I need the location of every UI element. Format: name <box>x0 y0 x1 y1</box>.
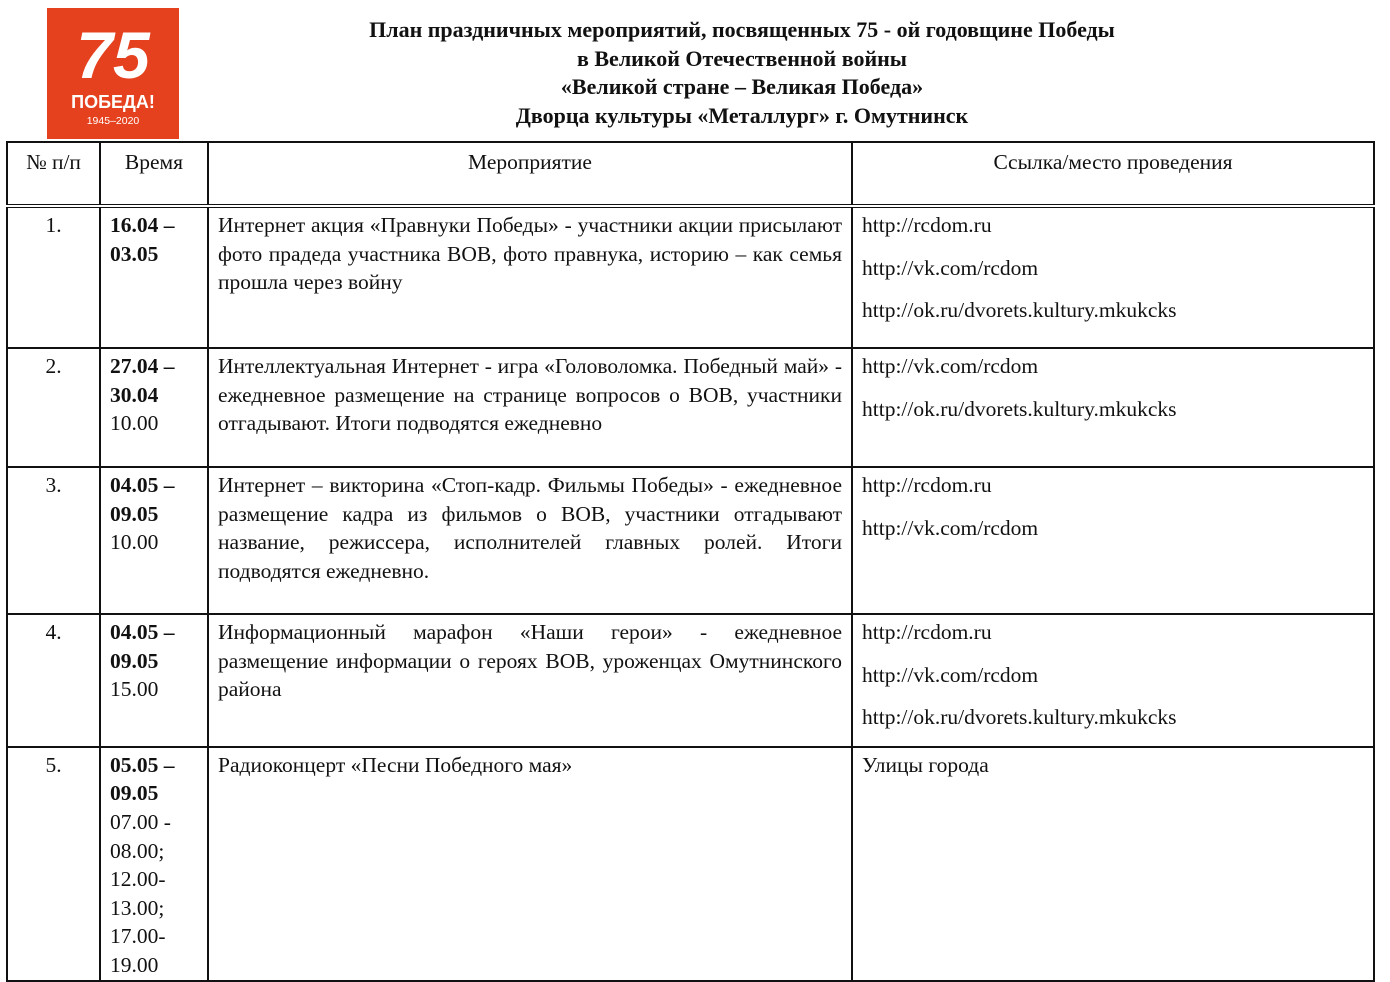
row-num: 4. <box>7 614 100 747</box>
date-from: 05.05 – <box>110 752 175 777</box>
row-time <box>100 348 208 467</box>
row-event: Радиоконцерт «Песни Победного мая» <box>208 747 852 981</box>
header-event: Мероприятие <box>208 142 852 206</box>
event-link[interactable]: http://vk.com/rcdom <box>862 662 1039 687</box>
table-row <box>7 747 1374 981</box>
row-time <box>100 614 208 747</box>
event-link[interactable]: http://ok.ru/dvorets.kultury.mkukcks <box>862 298 1177 323</box>
event-link[interactable]: http://rcdom.ru <box>862 473 992 497</box>
time-line: 13.00; <box>110 895 165 920</box>
row-num: 2. <box>7 348 100 467</box>
row-time <box>100 206 208 348</box>
event-link[interactable]: http://ok.ru/dvorets.kultury.mkukcks <box>862 705 1177 730</box>
table-header-row <box>7 142 1374 206</box>
logo-word: ПОБЕДА! <box>71 92 155 112</box>
time-line: 08.00; <box>110 838 165 863</box>
row-event: Информационный марафон «Наши герои» - ежедневное размещение информации о героях ВОВ, уроженцах Омутнинского района <box>208 614 852 747</box>
row-event: Интеллектуальная Интернет - игра «Головоломка. Победный май» - ежедневное размещение на странице вопросов о ВОВ, участники отгадывают. Итоги подводятся ежедневно <box>208 348 852 467</box>
event-link[interactable]: http://rcdom.ru <box>862 620 992 644</box>
victory-75-logo <box>47 8 179 139</box>
date-to: 09.05 <box>110 648 159 673</box>
event-link[interactable]: http://vk.com/rcdom <box>862 515 1039 540</box>
row-event: Интернет акция «Правнуки Победы» - участники акции присылают фото прадеда участника ВОВ, фото правнука, историю – как семья прошла через войну <box>208 206 852 348</box>
row-num: 5. <box>7 747 100 981</box>
document-title <box>200 16 1284 130</box>
title-line-4: Дворца культуры «Металлург» г. Омутнинск <box>515 102 969 128</box>
date-to: 30.04 <box>110 382 159 407</box>
row-time <box>100 747 208 981</box>
start-time: 15.00 <box>110 677 159 702</box>
date-to: 03.05 <box>110 241 159 266</box>
row-time <box>100 467 208 614</box>
row-links <box>852 467 1374 614</box>
events-table <box>6 141 1375 982</box>
row-links <box>852 348 1374 467</box>
logo-years: 1945–2020 <box>86 115 140 127</box>
event-link[interactable]: http://vk.com/rcdom <box>862 354 1039 378</box>
time-line: 19.00 <box>110 952 159 977</box>
start-time: 10.00 <box>110 411 159 436</box>
row-num: 3. <box>7 467 100 614</box>
header-time: Время <box>100 142 208 206</box>
row-links <box>852 206 1374 348</box>
time-line: 07.00 - <box>110 809 171 834</box>
row-num: 1. <box>7 206 100 348</box>
row-event: Интернет – викторина «Стоп-кадр. Фильмы Победы» - ежедневное размещение кадра из фильмов о ВОВ, участники отгадывают название, режиссера, исполнителей главных ролей. Итоги подводятся ежедневно. <box>208 467 852 614</box>
row-links <box>852 747 1374 981</box>
victory-75-emblem-icon <box>47 8 179 139</box>
date-from: 16.04 – <box>110 213 175 237</box>
event-location: Улицы города <box>862 752 989 777</box>
header-link: Ссылка/место проведения <box>852 142 1374 206</box>
header-num: № п/п <box>7 142 100 206</box>
title-line-1: План праздничных мероприятий, посвященных 75 - ой годовщине Победы <box>369 17 1115 42</box>
logo-number: 75 <box>76 18 150 92</box>
title-line-3: «Великой стране – Великая Победа» <box>560 74 924 99</box>
event-link[interactable]: http://vk.com/rcdom <box>862 255 1039 280</box>
event-link[interactable]: http://rcdom.ru <box>862 213 992 237</box>
date-from: 04.05 – <box>110 620 175 644</box>
row-links <box>852 614 1374 747</box>
table-row <box>7 348 1374 467</box>
date-to: 09.05 <box>110 781 159 806</box>
event-link[interactable]: http://ok.ru/dvorets.kultury.mkukcks <box>862 396 1177 421</box>
time-line: 12.00- <box>110 867 166 892</box>
time-line: 17.00- <box>110 924 166 949</box>
table-row <box>7 467 1374 614</box>
title-line-2: в Великой Отечественной войны <box>577 45 907 71</box>
table-row <box>7 614 1374 747</box>
date-to: 09.05 <box>110 501 159 526</box>
date-from: 27.04 – <box>110 354 175 378</box>
start-time: 10.00 <box>110 530 159 555</box>
date-from: 04.05 – <box>110 473 175 497</box>
table-row <box>7 206 1374 348</box>
